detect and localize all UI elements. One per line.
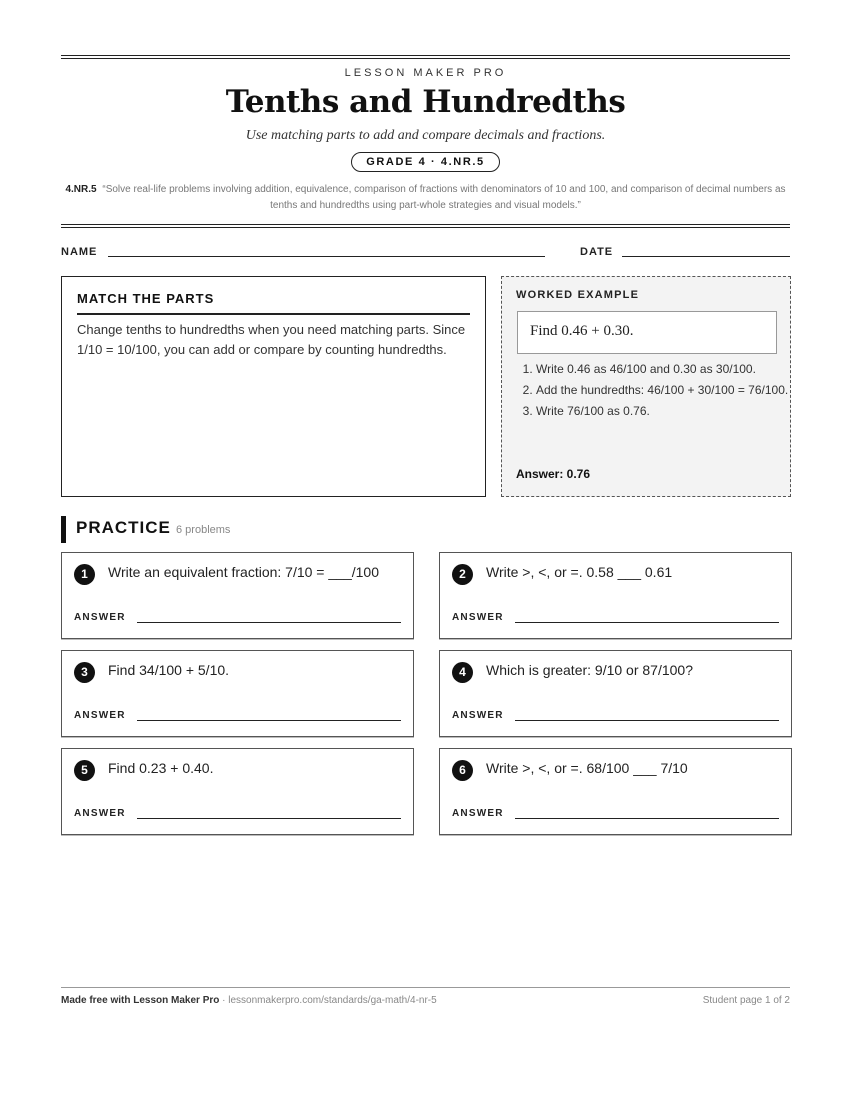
date-label: DATE [580,246,614,258]
match-heading: MATCH THE PARTS [77,291,470,315]
worked-example-box [501,276,791,497]
answer-label: ANSWER [452,710,504,721]
worked-example-step: 3. Write 76/100 as 0.76. [536,401,796,421]
problem-card-1 [61,552,414,639]
standard-code: 4.NR.5 [65,184,97,195]
footer-made-with: Made free with Lesson Maker Pro [61,995,220,1006]
grade-badge: GRADE 4 · 4.NR.5 [351,152,500,172]
worksheet-page [61,0,790,1100]
footer-page-number: Student page 1 of 2 [702,995,790,1006]
name-label: NAME [61,246,98,258]
answer-field[interactable] [137,818,401,819]
problem-card-3 [61,650,414,737]
answer-label: ANSWER [74,808,126,819]
problem-text: Write >, <, or =. 68/100 ___ 7/10 [486,760,688,776]
worked-example-step: 1. Write 0.46 as 46/100 and 0.30 as 30/100. [536,359,796,379]
problem-number: 4 [452,662,473,683]
answer-label: ANSWER [74,710,126,721]
footer-url[interactable]: · lessonmakerpro.com/standards/ga-math/4-nr-5 [219,995,437,1006]
problem-number: 6 [452,760,473,781]
answer-field[interactable] [515,818,779,819]
answer-field[interactable] [137,622,401,623]
problem-card-5 [61,748,414,835]
answer-field[interactable] [137,720,401,721]
problem-text: Find 0.23 + 0.40. [108,760,214,776]
practice-heading: PRACTICE [76,518,171,537]
name-field[interactable] [108,256,545,257]
problem-number: 2 [452,564,473,585]
problem-text: Write an equivalent fraction: 7/10 = ___/100 [108,564,379,580]
worked-example-answer: Answer: 0.76 [516,467,591,481]
problem-card-6 [439,748,792,835]
problem-text: Which is greater: 9/10 or 87/100? [486,662,694,678]
answer-field[interactable] [515,622,779,623]
worked-example-steps [516,359,796,422]
answer-label: ANSWER [452,612,504,623]
problem-text: Find 34/100 + 5/10. [108,662,230,678]
worked-example-step: 2. Add the hundredths: 46/100 + 30/100 = 76/100. [536,380,796,400]
problem-card-2 [439,552,792,639]
footer-rule [61,987,790,988]
problem-text: Write >, <, or =. 0.58 ___ 0.61 [486,564,673,580]
problem-number: 1 [74,564,95,585]
page-subtitle: Use matching parts to add and compare decimals and fractions. [245,128,606,143]
worked-example-heading: WORKED EXAMPLE [516,289,640,301]
worked-example-prompt: Find 0.46 + 0.30. [517,311,777,354]
grade-badge-wrap [61,152,790,172]
standard-text: “Solve real-life problems involving addition, equivalence, comparison of fractions with denominators of 10 and 100, and comparison of decimal numbers as tenths and hundredths using part-whole strategies and visual models.” [102,184,786,211]
brand-name: LESSON MAKER PRO [344,67,507,79]
page-title: Tenths and Hundredths [225,84,626,120]
problem-number: 5 [74,760,95,781]
practice-count: 6 problems [176,524,231,536]
top-double-rule [61,55,790,59]
footer-credit [61,995,437,1006]
practice-accent-bar [61,516,66,543]
match-the-parts-box [61,276,486,497]
answer-label: ANSWER [452,808,504,819]
answer-field[interactable] [515,720,779,721]
problem-card-4 [439,650,792,737]
standard-description [61,182,790,214]
header-bottom-double-rule [61,224,790,228]
match-body-text: Change tenths to hundredths when you need matching parts. Since 1/10 = 10/100, you can add or compare by counting hundredths. [77,322,466,357]
problem-number: 3 [74,662,95,683]
answer-label: ANSWER [74,612,126,623]
date-field[interactable] [622,256,790,257]
